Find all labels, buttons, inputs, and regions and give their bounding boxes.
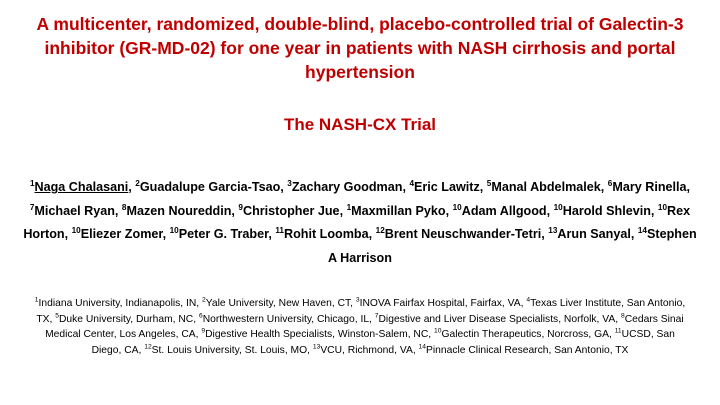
author-separator: , bbox=[402, 180, 410, 194]
affiliation-text: INOVA Fairfax Hospital, Fairfax, VA, bbox=[359, 298, 527, 309]
author-separator: , bbox=[479, 180, 487, 194]
author-affiliation-marker: 8 bbox=[121, 202, 127, 212]
author-separator: , bbox=[546, 203, 554, 218]
affiliation-marker: 3 bbox=[355, 296, 360, 304]
affiliation-item bbox=[144, 345, 313, 356]
affiliation-item bbox=[55, 314, 199, 325]
author-item bbox=[135, 180, 287, 194]
affiliation-item bbox=[201, 329, 434, 340]
author-name: Arun Sanyal bbox=[557, 227, 631, 241]
author-affiliation-marker: 7 bbox=[29, 202, 35, 212]
author-separator: , bbox=[541, 227, 549, 241]
author-item bbox=[487, 180, 608, 194]
affiliation-text: Cedars Sinai Medical Center, Los Angeles, CA, bbox=[45, 313, 684, 341]
author-affiliation-marker: 2 bbox=[135, 178, 140, 188]
author-item bbox=[122, 204, 239, 218]
affiliation-text: Duke University, Durham, NC, bbox=[58, 313, 199, 325]
author-separator: , bbox=[630, 227, 638, 241]
author-list bbox=[20, 176, 700, 270]
author-affiliation-marker: 5 bbox=[486, 178, 492, 188]
author-item bbox=[275, 227, 375, 241]
paper-title: A multicenter, randomized, double-blind, placebo-controlled trial of Galectin-3 inhibitor (GR-MD-02) for one year in patients with NASH cirrhosis and portal hypertension bbox=[36, 14, 684, 82]
affiliation-text: VCU, Richmond, VA, bbox=[320, 345, 419, 357]
author-name: Mazen Noureddin bbox=[126, 203, 232, 218]
author-separator: , bbox=[231, 203, 239, 218]
author-item bbox=[453, 204, 554, 218]
author-affiliation-marker: 10 bbox=[71, 225, 81, 235]
affiliation-text: UCSD, San Diego, CA, bbox=[91, 329, 675, 357]
affiliation-text: Northwestern University, Chicago, IL, bbox=[202, 313, 375, 325]
author-affiliation-marker: 10 bbox=[452, 202, 462, 212]
author-separator: , bbox=[162, 227, 170, 241]
affiliation-item bbox=[313, 345, 419, 356]
author-name: Christopher Jue bbox=[242, 203, 340, 218]
author-affiliation-marker: 10 bbox=[553, 202, 563, 212]
affiliation-text: Pinnacle Clinical Research, San Antonio, TX bbox=[426, 345, 629, 357]
affiliation-item bbox=[202, 298, 356, 309]
affiliation-text: Digestive and Liver Disease Specialists, Norfolk, VA, bbox=[378, 313, 621, 325]
affiliation-marker: 7 bbox=[374, 312, 379, 320]
author-affiliation-marker: 10 bbox=[169, 225, 179, 235]
author-item bbox=[554, 204, 658, 218]
author-name: Naga Chalasani bbox=[34, 180, 129, 194]
affiliation-marker: 1 bbox=[34, 296, 39, 304]
affiliation-list bbox=[30, 296, 690, 359]
author-name: Peter G. Traber bbox=[178, 227, 269, 241]
affiliation-marker: 12 bbox=[144, 343, 152, 351]
affiliation-text: St. Louis University, St. Louis, MO, bbox=[151, 345, 313, 357]
author-item bbox=[548, 227, 638, 241]
author-affiliation-marker: 14 bbox=[637, 225, 647, 235]
author-affiliation-marker: 1 bbox=[29, 178, 35, 188]
author-affiliation-marker: 13 bbox=[548, 225, 558, 235]
affiliation-text: Yale University, New Haven, CT, bbox=[205, 298, 356, 309]
author-affiliation-marker: 3 bbox=[287, 178, 292, 188]
author-affiliation-marker: 11 bbox=[275, 225, 284, 235]
author-item bbox=[30, 204, 122, 218]
affiliation-item bbox=[356, 298, 526, 309]
author-item bbox=[409, 180, 486, 194]
affiliation-marker: 13 bbox=[312, 343, 321, 351]
author-separator: , bbox=[600, 180, 608, 194]
author-affiliation-marker: 10 bbox=[657, 202, 668, 212]
affiliation-item bbox=[419, 345, 629, 356]
author-separator: , bbox=[64, 227, 72, 241]
author-separator: , bbox=[114, 203, 122, 218]
author-separator: , bbox=[339, 203, 347, 218]
author-name: Eric Lawitz bbox=[414, 180, 480, 194]
author-name: Stephen A Harrison bbox=[328, 227, 697, 265]
author-item bbox=[238, 204, 346, 218]
author-affiliation-marker: 9 bbox=[238, 202, 243, 212]
affiliation-text: Digestive Health Specialists, Winston-Salem, NC, bbox=[205, 329, 435, 341]
author-affiliation-marker: 1 bbox=[346, 202, 352, 212]
author-affiliation-marker: 4 bbox=[409, 178, 414, 188]
affiliation-text: Indiana University, Indianapolis, IN, bbox=[38, 298, 203, 309]
author-item bbox=[170, 227, 276, 241]
author-item bbox=[72, 227, 170, 241]
affiliation-text: Galectin Therapeutics, Norcross, GA, bbox=[441, 329, 615, 341]
author-separator: , bbox=[686, 180, 691, 194]
author-name: Harold Shlevin bbox=[562, 203, 651, 218]
author-separator: , bbox=[650, 203, 658, 218]
affiliation-item bbox=[434, 329, 615, 340]
affiliation-item bbox=[199, 314, 375, 325]
author-affiliation-marker: 6 bbox=[607, 178, 613, 188]
author-separator: , bbox=[128, 180, 136, 194]
author-name: Michael Ryan bbox=[34, 203, 115, 218]
affiliation-marker: 9 bbox=[201, 327, 206, 335]
author-separator: , bbox=[368, 227, 376, 241]
affiliation-marker: 6 bbox=[198, 312, 203, 320]
author-item bbox=[376, 227, 549, 241]
author-separator: , bbox=[445, 203, 453, 218]
author-item bbox=[608, 180, 690, 194]
author-item bbox=[287, 180, 409, 194]
author-name: Maxmillan Pyko bbox=[351, 203, 446, 218]
affiliation-marker: 2 bbox=[202, 296, 206, 304]
author-name: Rex Horton bbox=[23, 203, 691, 241]
author-name: Brent Neuschwander-Tetri bbox=[384, 227, 542, 241]
affiliation-marker: 10 bbox=[434, 327, 442, 335]
affiliation-marker: 5 bbox=[55, 312, 59, 320]
author-name: Zachary Goodman bbox=[291, 180, 403, 194]
trial-name: The NASH-CX Trial bbox=[283, 115, 437, 134]
affiliation-marker: 4 bbox=[526, 296, 531, 304]
author-separator: , bbox=[268, 227, 276, 241]
author-item bbox=[30, 180, 135, 194]
author-affiliation-marker: 12 bbox=[375, 225, 385, 235]
author-separator: , bbox=[280, 180, 288, 194]
author-name: Manal Abdelmalek bbox=[491, 180, 601, 194]
affiliation-marker: 8 bbox=[620, 312, 625, 320]
author-name: Mary Rinella bbox=[612, 180, 687, 194]
affiliation-item bbox=[375, 314, 621, 325]
author-item bbox=[347, 204, 453, 218]
author-name: Rohit Loomba bbox=[283, 227, 369, 241]
affiliation-marker: 14 bbox=[418, 343, 426, 351]
affiliation-text: Texas Liver Institute, San Antonio, TX, bbox=[36, 298, 686, 325]
author-name: Adam Allgood bbox=[461, 203, 547, 218]
affiliation-marker: 11 bbox=[614, 327, 622, 335]
author-name: Eliezer Zomer bbox=[80, 227, 163, 241]
author-name: Guadalupe Garcia-Tsao bbox=[139, 180, 281, 194]
affiliation-item bbox=[35, 298, 202, 309]
